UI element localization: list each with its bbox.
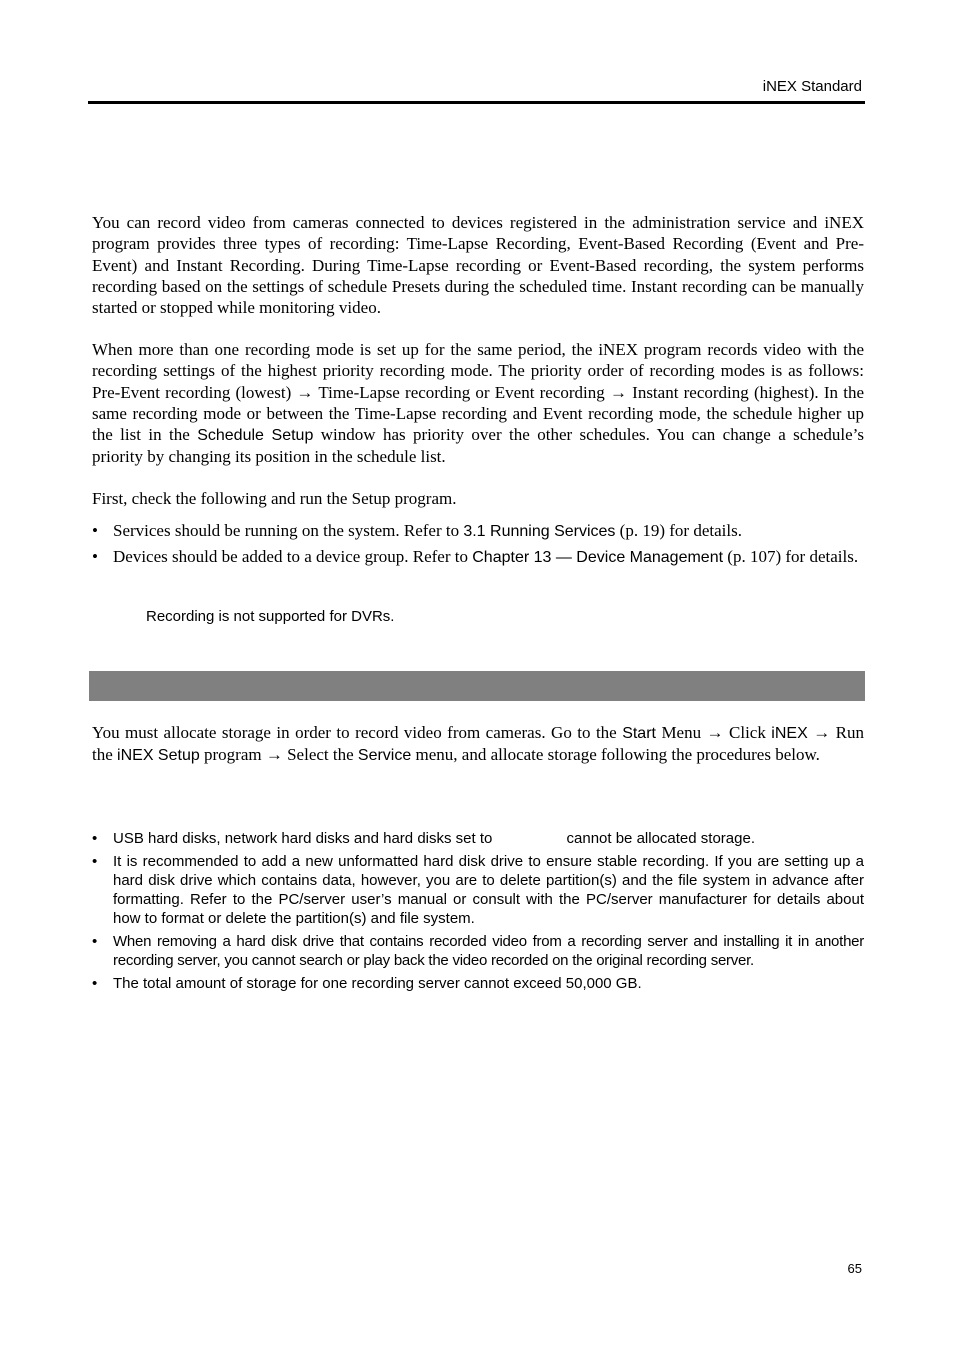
list-item: • USB hard disks, network hard disks and hard disks set to cannot be allocated storage. [92,830,755,847]
bullet-icon: • [92,547,98,567]
bullet-icon: • [92,933,98,950]
bullet-icon: • [92,975,98,992]
bullet-icon: • [92,830,98,847]
prereq-list [92,520,864,573]
bullet-icon: • [92,853,98,870]
storage-paragraph: You must allocate storage in order to record video from cameras. Go to the Start Menu → Click iNEX → Run the iNEX Setup program → Select the Service menu, and allocate storage following the procedures below. [92,723,864,765]
section-heading-bar [89,671,865,701]
storage-notes-list [92,829,864,997]
service-menu-ref: Service [357,747,412,765]
running-header: iNEX Standard [762,78,862,95]
start-menu-ref: Start [622,725,656,742]
list-item: • When removing a hard disk drive that contains recorded video from a recording server and installing it in another recording server, you cannot search or play back the video recorded on the original recording server. [92,933,864,969]
page-number: 65 [847,1261,862,1276]
device-management-link[interactable]: Chapter 13 — Device Management [472,549,724,567]
list-item: • Devices should be added to a device group. Refer to Chapter 13 — Device Management (p. 107) for details. [92,547,859,567]
header-rule [88,101,865,104]
inex-ref: iNEX [771,725,808,742]
bullet-icon: • [92,521,98,540]
list-item: • Services should be running on the system. Refer to 3.1 Running Services (p. 19) for details. [92,521,742,540]
prereq-paragraph: First, check the following and run the Setup program. [92,489,457,508]
inex-setup-ref: iNEX Setup [117,747,200,765]
priority-text-b: window has priority over the other schedules. You can change a schedule’s priority by changing its position in the schedule list. [92,425,864,467]
priority-text-a: When more than one recording mode is set up for the same period, the iNEX program records video with the recording settings of the highest priority recording mode. The priority order of recording modes is as follows: Pre-Event recording (lowest) → Time-Lapse recording or Event recording → Instant recording (highest). In the same recording mode or between the Time-Lapse recording and Event recording mode, the schedule higher up the list in the [92,340,864,445]
running-services-link[interactable]: 3.1 Running Services [463,523,616,540]
priority-paragraph [92,339,864,468]
dvr-note: Recording is not supported for DVRs. [146,608,395,625]
intro-paragraph: You can record video from cameras connected to devices registered in the administration service and iNEX program provides three types of recording: Time-Lapse Recording, Event-Based Recording (Event and Pre-Event) and Instant Recording. During Time-Lapse recording or Event-Based recording, the system performs recording based on the settings of schedule Presets during the scheduled time. Instant recording can be manually started or stopped while monitoring video. [92,213,864,318]
schedule-setup-ref: Schedule Setup [197,427,314,445]
list-item: • The total amount of storage for one recording server cannot exceed 50,000 GB. [92,975,642,992]
list-item: • It is recommended to add a new unformatted hard disk drive to ensure stable recording. If you are setting up a hard disk drive which contains data, however, you are to delete partition(s) and the file system in advance after formatting. Refer to the PC/server user’s manual or consult with the PC/server manufacturer for details about how to format or delete the partition(s) and file system. [92,853,864,927]
